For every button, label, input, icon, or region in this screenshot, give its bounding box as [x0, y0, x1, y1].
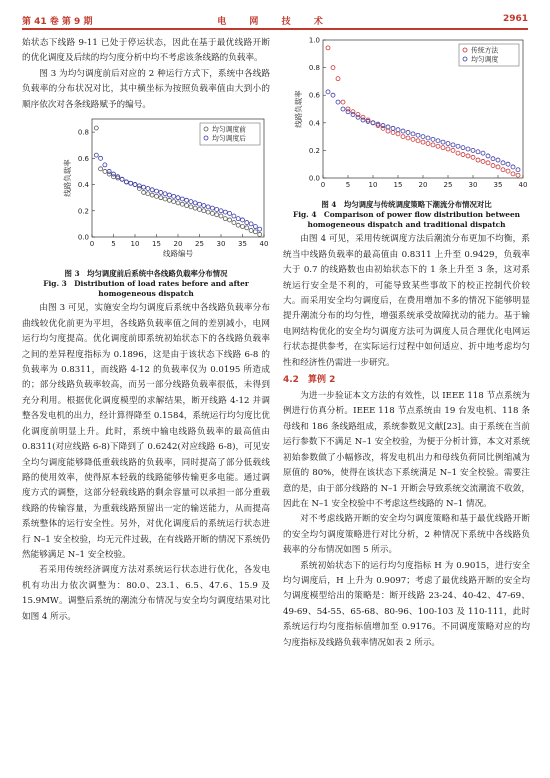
data-point [167, 193, 171, 197]
data-point [155, 194, 159, 198]
x-tick-label: 35 [493, 181, 503, 189]
data-point [426, 142, 430, 146]
left-column [22, 36, 270, 625]
data-point [326, 90, 330, 94]
data-point [241, 225, 245, 229]
x-tick-label: 30 [216, 240, 226, 249]
data-point [346, 110, 350, 114]
data-point [496, 165, 500, 169]
data-point [253, 225, 257, 229]
x-axis-label: 线路编号 [163, 249, 193, 259]
data-point [163, 192, 167, 196]
header-rule [22, 28, 528, 30]
x-tick-label: 35 [238, 240, 247, 249]
data-point [391, 126, 395, 130]
data-point [185, 198, 189, 202]
data-point [223, 210, 227, 214]
y-tick-label: 0.6 [308, 91, 320, 100]
data-point [466, 154, 470, 158]
data-point [94, 126, 98, 130]
data-point [456, 144, 460, 148]
y-tick-label: 0.6 [77, 154, 89, 163]
data-point [501, 161, 505, 165]
data-point [491, 164, 495, 168]
data-point [236, 223, 240, 227]
data-point [446, 147, 450, 151]
data-point [202, 204, 206, 208]
paragraph: 图 3 为均匀调度前后对应的 2 种运行方式下，系统中各线路负载率的分布状况对比，其中横坐标为按照负载率值由大到小的顺序依次对各条线路赋予的编号。 [22, 68, 270, 110]
data-point [103, 163, 107, 167]
data-point [506, 169, 510, 173]
x-tick-label: 25 [443, 181, 453, 189]
data-point [159, 196, 163, 200]
data-point [193, 201, 197, 205]
data-point [371, 121, 375, 125]
data-point [406, 136, 410, 140]
data-point [241, 218, 245, 222]
x-tick-label: 40 [259, 240, 269, 249]
data-point [401, 135, 405, 139]
data-point [481, 159, 485, 163]
data-point [103, 169, 107, 173]
data-point [396, 132, 400, 136]
figure-3-chart [22, 113, 270, 263]
data-point [94, 153, 98, 157]
paragraph: 由图 3 可见，实施安全均匀调度后系统中各线路负载率分布曲线较优化前更为平坦，各线路负载率值之间的差别减小，电网运行均匀度提高。优化调度前即系统初始状态下的各线路负载率之间的差异程度指标为 0.1896，这是由于该状态下线路 6-8 的负载率为 0.8311，而线路 4-12 的负载率仅为 0.0195 所造成的；部分线路负载率较高，而另一部分线路负载率很低，未得到充分利用。根据优化调度模型的求解结果，断开线路 4-12 并调整各发电机的出力，经计算得降至 0.1584，系统运行均匀度比优化调度前明显上升。此时，系统中输电线路负载率的最高值由 0.8311(对应线路 6-8)下降到了 0.6242(对应线路 6-8)，可见安全均匀调度能够降低重载线路的负载率，同时提高了部分低载线路的使用效率，使得原本轻载的线路能够传输更多电能。通过调度方式的调整，这部分轻载线路的剩余容量可以承担一部分重载线路的传输容量，为重载线路预留出一定的输送能力，从而提高系统整体的运行安全性。另外，对优化调度后的系统运行状态进行 N–1 安全校验，均无元件过载，在有线路开断的情况下系统仍然能够满足 N–1 安全校验。 [22, 303, 270, 560]
data-point [431, 143, 435, 147]
y-tick-label: 0.0 [77, 233, 89, 242]
data-point [406, 130, 410, 134]
data-point [416, 133, 420, 137]
x-tick-label: 20 [173, 240, 183, 249]
data-point [386, 129, 390, 133]
data-point [146, 192, 150, 196]
data-point [223, 217, 227, 221]
data-point [258, 232, 262, 236]
data-point [193, 206, 197, 210]
data-point [506, 162, 510, 166]
x-tick-label: 0 [320, 181, 326, 189]
data-point [356, 115, 360, 119]
data-point [331, 93, 335, 97]
data-point [215, 213, 219, 217]
data-point [180, 197, 184, 201]
data-point [416, 139, 420, 143]
data-point [150, 193, 154, 197]
data-point [228, 218, 232, 222]
data-point [245, 221, 249, 225]
data-point [471, 155, 475, 159]
data-point [361, 118, 365, 122]
journal-volume: 第 41 卷 第 9 期 [22, 17, 93, 27]
x-tick-label: 5 [345, 181, 351, 189]
y-tick-label: 0.8 [77, 128, 89, 137]
data-point [336, 77, 340, 81]
figure-3-caption-en: Fig. 3 Distribution of load rates before and after [43, 279, 249, 289]
data-point [401, 129, 405, 133]
data-point [381, 124, 385, 128]
x-tick-label: 20 [418, 181, 428, 189]
legend-label: 传统方法 [471, 46, 499, 55]
data-point [351, 113, 355, 117]
data-point [446, 142, 450, 146]
figure-3-caption-en: homogeneous dispatch [98, 289, 194, 299]
data-point [202, 209, 206, 213]
data-point [511, 165, 515, 169]
data-point [172, 194, 176, 198]
data-point [249, 228, 253, 232]
data-point [341, 107, 345, 111]
data-point [326, 46, 330, 50]
data-point [426, 136, 430, 140]
y-axis-label: 线路负载率 [63, 159, 72, 197]
data-point [198, 207, 202, 211]
data-point [210, 206, 214, 210]
data-point [142, 190, 146, 194]
data-point [491, 157, 495, 161]
data-point [451, 148, 455, 152]
data-point [172, 200, 176, 204]
data-point [516, 168, 520, 172]
x-tick-label: 10 [368, 181, 378, 189]
figure-3-caption: 图 3 均匀调度前后系统中各线路负载率分布情况 [64, 269, 228, 279]
data-point [219, 209, 223, 213]
x-tick-label: 30 [468, 181, 478, 189]
data-point [176, 201, 180, 205]
data-point [431, 137, 435, 141]
data-point [189, 205, 193, 209]
data-point [476, 150, 480, 154]
section-heading: 4.2 算例 2 [283, 375, 336, 386]
data-point [124, 180, 128, 184]
data-point [215, 207, 219, 211]
data-point [99, 167, 103, 171]
data-point [386, 125, 390, 129]
y-tick-label: 0.2 [308, 146, 320, 155]
data-point [396, 128, 400, 132]
page-number: 2961 [502, 14, 528, 24]
data-point [107, 169, 111, 173]
data-point [341, 100, 345, 104]
data-point [163, 197, 167, 201]
figure-4-caption-en: homogeneous dispatch and traditional dispatch [307, 220, 506, 230]
data-point [471, 148, 475, 152]
data-point [155, 189, 159, 193]
legend-label: 均匀调度 [471, 55, 499, 64]
data-point [245, 226, 249, 230]
data-point [180, 202, 184, 206]
data-point [476, 158, 480, 162]
data-point [436, 139, 440, 143]
paragraph: 由图 4 可见，采用传统调度方法后潮流分布更加不均衡，系统当中线路负载率的最高值由 0.8311 上升至 0.9429，负载率大于 0.7 的线路数也由初始状态下的 1 条上升至 3 条，这对系统运行安全是不利的，可能导致某些事故下的校正控制代价较大。而采用安全均匀调度后，在费用增加不多的情况下能够明显提升潮流分布的均匀性，增强系统承受故障扰动的能力。基于输电网结构优化的安全均匀调度方法可为调度人员合理优化电网运行状态提供参考，在实际运行过程中如何适应、折中地考虑均匀性和经济性仍需进一步研究。 [283, 234, 530, 368]
data-point [496, 158, 500, 162]
paragraph: 系统初始状态下的运行均匀度指标 H 为 0.9015，进行安全均匀调度后，H 上升为 0.9097；考虑了最优线路开断的安全均匀调度模型给出的策略是：断开线路 23-24、40-42、47-69、49-69、54-55、65-68、80-96、100-103 及 110-111，此时系统运行均匀度指标值增加至 0.9176。不同调度策略对应的均匀度指标及线路负载率情况如表 2 所示。 [283, 560, 530, 648]
data-point [206, 210, 210, 214]
x-tick-label: 25 [195, 240, 204, 249]
data-point [206, 205, 210, 209]
figure-4-caption: 图 4 均匀调度与传统调度策略下潮流分布情况对比 [321, 200, 492, 210]
data-point [331, 66, 335, 70]
data-point [210, 211, 214, 215]
data-point [436, 144, 440, 148]
data-point [516, 173, 520, 177]
y-tick-label: 0.4 [77, 181, 89, 190]
data-point [219, 214, 223, 218]
right-column [283, 34, 530, 651]
data-point [441, 140, 445, 144]
data-point [159, 190, 163, 194]
data-point [456, 151, 460, 155]
figure-4-chart [283, 34, 530, 194]
data-point [411, 132, 415, 136]
x-tick-label: 15 [152, 240, 161, 249]
data-point [501, 168, 505, 172]
y-tick-label: 0.2 [77, 207, 89, 216]
data-point [461, 146, 465, 150]
data-point [150, 188, 154, 192]
data-point [481, 151, 485, 155]
data-point [421, 135, 425, 139]
data-point [99, 156, 103, 160]
data-point [391, 130, 395, 134]
data-point [336, 100, 340, 104]
data-point [258, 227, 262, 231]
x-tick-label: 0 [89, 240, 95, 249]
data-point [486, 161, 490, 165]
data-point [120, 177, 124, 181]
data-point [133, 183, 137, 187]
data-point [236, 217, 240, 221]
paragraph: 始状态下线路 9-11 已处于停运状态，因此在基于最优线路开断的优化调度及后续的均匀度分析中均不考虑该条线路的负载率。 [22, 38, 270, 64]
data-point [511, 172, 515, 176]
y-tick-label: 0.0 [308, 174, 320, 183]
data-point [146, 187, 150, 191]
data-point [232, 214, 236, 218]
data-point [461, 153, 465, 157]
data-point [411, 137, 415, 141]
y-axis-label: 线路负载率 [294, 90, 303, 128]
legend-label: 均匀调度后 [212, 134, 246, 143]
data-point [129, 181, 133, 185]
paragraph: 若采用传统经济调度方法对系统运行状态进行优化，各发电机有功出力依次调整为：80.0、23.1、6.5、47.6、15.9 及 15.9MW。调整后系统的潮流分布情况与安全均匀调度结果对比如图 4 所示。 [22, 565, 270, 622]
data-point [185, 204, 189, 208]
x-tick-label: 10 [130, 240, 140, 249]
journal-title: 电 网 技 术 [217, 17, 333, 27]
data-point [142, 185, 146, 189]
data-point [189, 200, 193, 204]
x-tick-label: 5 [111, 240, 116, 249]
data-point [232, 221, 236, 225]
figure-3 [22, 113, 270, 299]
data-point [421, 140, 425, 144]
x-tick-label: 15 [393, 181, 403, 189]
data-point [451, 143, 455, 147]
data-point [466, 147, 470, 151]
y-tick-label: 1.0 [308, 36, 320, 45]
data-point [486, 154, 490, 158]
x-tick-label: 40 [518, 181, 528, 189]
paragraph: 对不考虑线路开断的安全均匀调度策略和基于最优线路开断的安全均匀调度策略进行对比分析，2 种情况下系统中各线路负载率的分布情况如图 5 所示。 [283, 514, 530, 556]
data-point [176, 196, 180, 200]
data-point [253, 230, 257, 234]
data-point [249, 222, 253, 226]
data-point [167, 198, 171, 202]
data-point [112, 172, 116, 176]
data-point [228, 211, 232, 215]
data-point [137, 184, 141, 188]
data-point [198, 202, 202, 206]
paragraph: 为进一步验证本文方法的有效性，以 IEEE 118 节点系统为例进行仿真分析。IEEE 118 节点系统由 19 台发电机、118 条母线和 186 条线路组成，系统参数见文献[23]。由于系统在当前运行参数下不满足 N–1 安全校验，为便于分析计算，本文对系统初始参数做了小幅修改，将发电机出力和母线负荷同比例缩减为原值的 80%，使得在该状态下系统满足 N–1 安全校验。需要注意的是，由于部分线路的 N–1 开断会导致系统交流潮流不收敛，因此在 N–1 安全校验中不考虑这些线路的 N–1 情况。 [283, 391, 530, 509]
figure-4 [283, 34, 530, 230]
y-tick-label: 0.8 [308, 64, 320, 73]
figure-4-caption-en: Fig. 4 Comparison of power flow distribution between [292, 210, 521, 220]
y-tick-label: 0.4 [308, 119, 320, 128]
legend-label: 均匀调度前 [212, 125, 246, 134]
data-point [441, 146, 445, 150]
